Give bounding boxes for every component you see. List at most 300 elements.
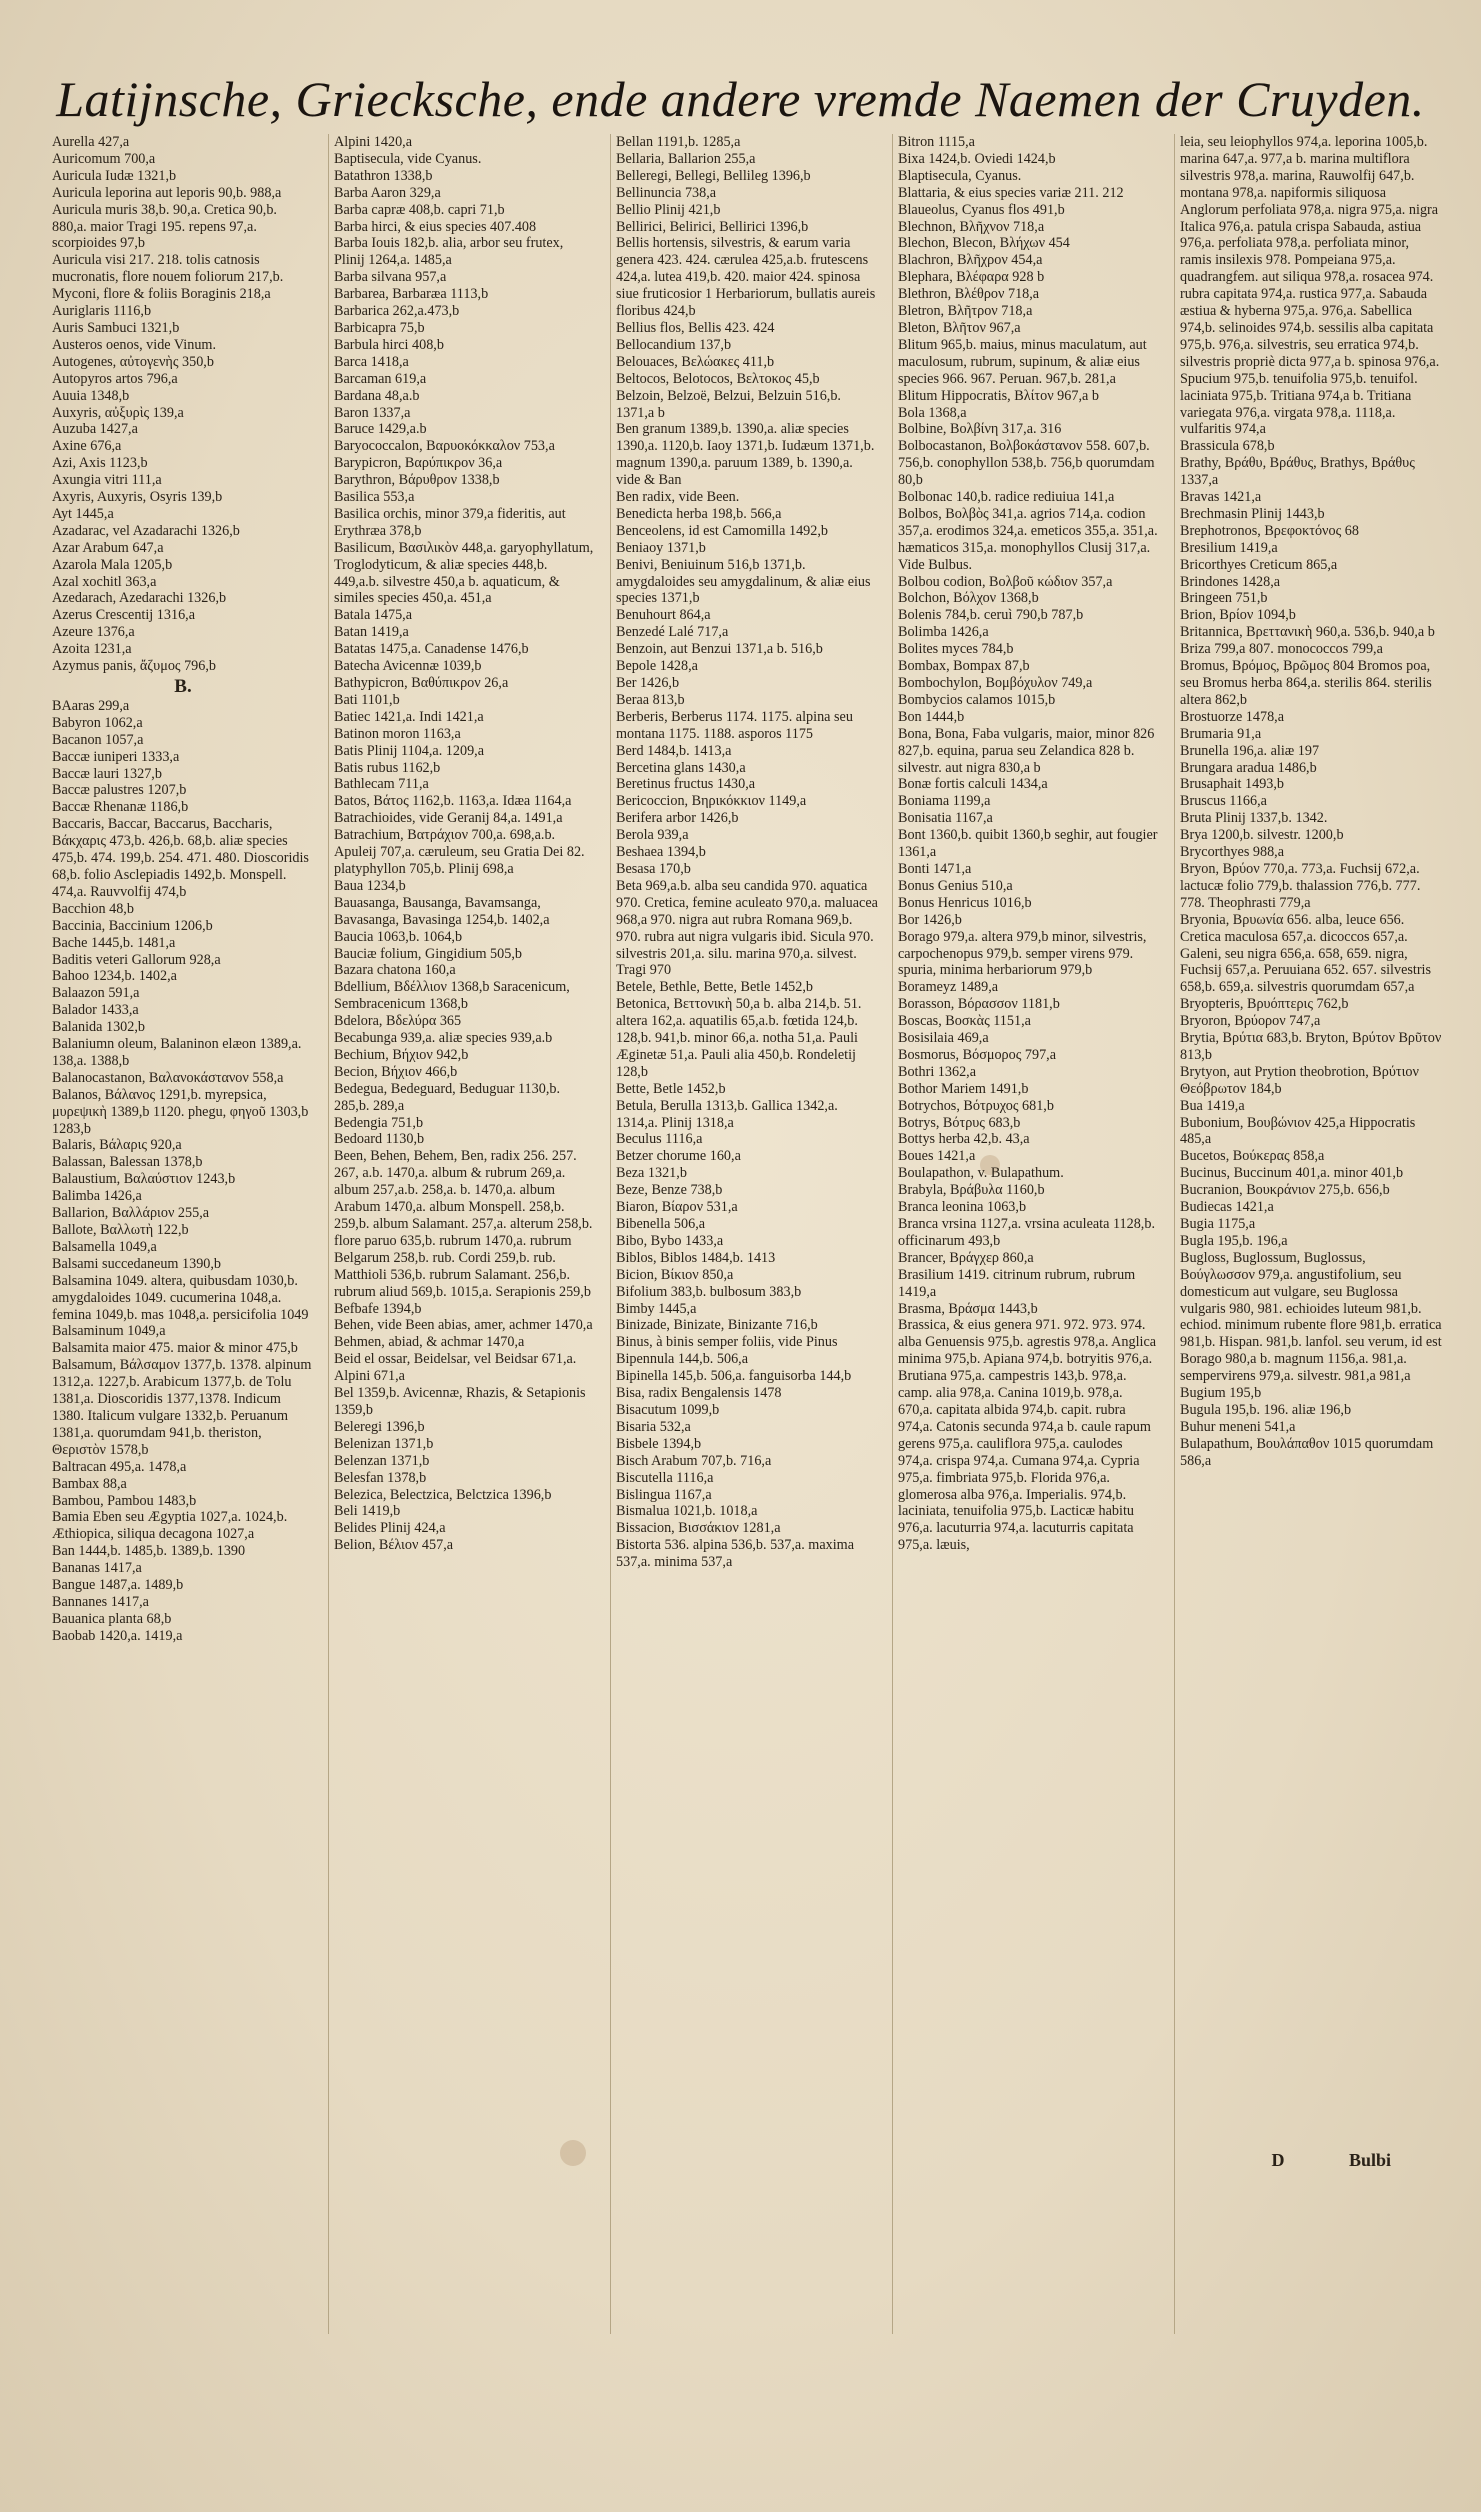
index-entry: Belion, Βέλιον 457,a	[334, 1537, 454, 1554]
index-entry: Botrychos, Βότρυχος 681,b	[898, 1097, 1054, 1114]
index-entry: Brytyon, aut Prytion theobrotion, Βρύτιον Θεόβρωτον 184,b	[1180, 1063, 1419, 1097]
index-entry: Betula, Berulla 1313,b. Gallica 1342,a. 1314,a. Plinij 1318,a	[616, 1097, 838, 1131]
index-entry: Betzer chorume 160,a	[616, 1148, 741, 1165]
index-entry: Barba Aaron 329,a	[334, 184, 441, 201]
index-entry: Bolbocastanon, Βολβοκάστανον 558. 607,b. 756,b. conophyllon 538,b. 756,b quorumdam 80,b	[898, 438, 1155, 489]
index-entry: Blethron, Βλέθρον 718,a	[898, 286, 1040, 303]
index-entry: Brasma, Βράσμα 1443,b	[898, 1300, 1038, 1317]
index-entry: Biaron, Βίαρον 531,a	[616, 1199, 738, 1216]
index-entry: Ben radix, vide Been.	[616, 489, 740, 506]
index-column-5	[1174, 134, 1442, 2334]
index-entry: Bringeen 751,b	[1180, 590, 1268, 607]
index-entry: Batis rubus 1162,b	[334, 759, 441, 776]
index-entry: Barba Iouis 182,b. alia, arbor seu frutex, Plinij 1264,a. 1485,a	[334, 235, 564, 269]
index-entry: Bolites myces 784,b	[898, 641, 1014, 658]
index-entry: Baucia 1063,b. 1064,b	[334, 928, 463, 945]
index-entry: Blechnon, Βλῆχνον 718,a	[898, 218, 1045, 235]
index-entry: Belides Plinij 424,a	[334, 1520, 446, 1537]
index-entry: Brassica, & eius genera 971. 972. 973. 974. alba Genuensis 975,b. agrestis 978,a. Anglica minima 975,b. Apiana 974,b. botryitis 976,a. Brutiana 975,a. campestris 143,b. 978,a. camp. alia 978,a. Canina 1019,b. 978,a. 670,a. capitata albida 974,b. capit. rubra 974,a. Catonis secunda 974,a b. caule rapum gerens 975,a. cauliflora 975,a. caulodes 974,a. crispa 974,a. Cumana 974,a. Cypria 975,a. fimbriata 975,b. Florida 976,a. glomerosa alba 976,a. Imperialis. 974,b. laciniata, tenuifolia 975,b. Lacticæ habitu 976,a. lacuturria 974,a. lacuturris capitata 975,a. læuis,	[898, 1317, 1157, 1554]
index-entry: Beshaea 1394,b	[616, 844, 706, 861]
index-entry: Bona, Bona, Faba vulgaris, maior, minor 826 827,b. equina, parua seu Zelandica 828 b. silvestr. aut nigra 830,a b	[898, 725, 1155, 776]
index-entry: Brycorthyes 988,a	[1180, 844, 1285, 861]
index-entry: Benzedé Lalé 717,a	[616, 624, 729, 641]
index-entry: Bletron, Βλῆτρον 718,a	[898, 303, 1033, 320]
index-entry: Blachron, Βλῆχρον 454,a	[898, 252, 1043, 269]
index-entry: Becabunga 939,a. aliæ species 939,a.b	[334, 1030, 553, 1047]
index-entry: Beza 1321,b	[616, 1165, 687, 1182]
index-entry: Barcaman 619,a	[334, 370, 427, 387]
index-entry: Ayt 1445,a	[52, 505, 114, 522]
index-entry: Batathron 1338,b	[334, 167, 433, 184]
index-entry: Bitron 1115,a	[898, 134, 975, 150]
index-entry: Boues 1421,a	[898, 1148, 976, 1165]
index-entry: Bannanes 1417,a	[52, 1593, 149, 1610]
index-entry: Bryoron, Βρύορον 747,a	[1180, 1013, 1321, 1030]
index-entry: Balanocastanon, Βαλανοκάστανον 558,a	[52, 1069, 284, 1086]
index-entry: Bedengia 751,b	[334, 1114, 424, 1131]
index-entry: Bisbele 1394,b	[616, 1435, 702, 1452]
index-entry: Brya 1200,b. silvestr. 1200,b	[1180, 827, 1344, 844]
index-entry: Bislingua 1167,a	[616, 1486, 712, 1503]
index-entry: Batan 1419,a	[334, 624, 409, 641]
index-entry: Axine 676,a	[52, 438, 122, 455]
index-entry: Bechium, Βήχιον 942,b	[334, 1046, 469, 1063]
index-entry: Bosmorus, Βόσμορος 797,a	[898, 1046, 1057, 1063]
index-entry: Bacanon 1057,a	[52, 731, 144, 748]
index-entry: Bathypicron, Βαθύπικρον 26,a	[334, 675, 509, 691]
index-entry: Baryococcalon, Βαρυοκόκκαλον 753,a	[334, 438, 555, 455]
index-entry: Bdellium, Βδέλλιον 1368,b Saracenicum, Sembracenicum 1368,b	[334, 979, 570, 1013]
index-entry: Balaustium, Βαλαύστιον 1243,b	[52, 1171, 236, 1188]
index-entry: Brungara aradua 1486,b	[1180, 759, 1317, 776]
index-entry: Bolbonac 140,b. radice rediuiua 141,a	[898, 489, 1115, 506]
index-entry: Beleregi 1396,b	[334, 1418, 425, 1435]
index-entry: Buhur meneni 541,a	[1180, 1418, 1296, 1435]
index-entry: Blechon, Blecon, Βλήχων 454	[898, 235, 1070, 252]
index-entry: Bicion, Βίκιον 850,a	[616, 1266, 734, 1283]
index-entry: Bathlecam 711,a	[334, 776, 429, 793]
index-entry: Bipinella 145,b. 506,a. fanguisorba 144,b	[616, 1368, 852, 1385]
index-entry: Bedegua, Bedeguard, Beduguar 1130,b. 285,b. 289,a	[334, 1080, 561, 1114]
index-entry: Auricula leporina aut leporis 90,b. 988,a	[52, 184, 282, 201]
index-entry: Ballarion, Βαλλάριον 255,a	[52, 1205, 210, 1222]
index-entry: Batatas 1475,a. Canadense 1476,b	[334, 641, 529, 658]
index-entry: Bolbou codion, Βολβοῦ κώδιον 357,a	[898, 573, 1113, 590]
index-entry: Basilicum, Βασιλικὸν 448,a. garyophyllatum, Troglodyticum, & aliæ species 448,b. 449,a.b. silvestre 450,a b. aquaticum, & similes species 450,a. 451,a	[334, 539, 594, 607]
index-entry: Bauasanga, Bausanga, Bavamsanga, Bavasanga, Bavasinga 1254,b. 1402,a	[334, 894, 550, 928]
index-entry: Bresilium 1419,a	[1180, 539, 1278, 556]
index-entry: Blaueolus, Cyanus flos 491,b	[898, 201, 1065, 218]
signature-mark: D	[1271, 2150, 1285, 2170]
index-entry: Axyris, Auxyris, Osyris 139,b	[52, 489, 223, 506]
index-entry: BAaras 299,a	[52, 697, 130, 714]
section-letter-b: B.	[174, 676, 192, 697]
index-entry: Azerus Crescentij 1316,a	[52, 607, 196, 624]
index-entry: Bedoard 1130,b	[334, 1131, 425, 1148]
index-entry: Autogenes, αὐτογενὴς 350,b	[52, 353, 214, 370]
index-entry: Beltocos, Belotocos, Βελτοκος 45,b	[616, 370, 820, 387]
index-entry: Bonus Genius 510,a	[898, 877, 1013, 894]
index-entry: Belzoin, Belzoë, Belzui, Belzuin 516,b. 1371,a b	[616, 387, 841, 421]
index-entry: Brion, Βρίον 1094,b	[1180, 607, 1296, 624]
index-entry: Bipennula 144,b. 506,a	[616, 1351, 749, 1368]
index-entry: Benedicta herba 198,b. 566,a	[616, 505, 782, 522]
index-entry: Bolbos, Βολβὸς 341,a. agrios 714,a. codion 357,a. erodimos 324,a. emeticos 355,a. 351,a. hæmaticos 315,a. monophyllos Clusij 317,a. Vide Bulbus.	[898, 505, 1158, 573]
index-entry: Bryon, Βρύον 770,a. 773,a. Fuchsij 672,a. lactucæ folio 779,b. thalassion 776,b. 777. 778. Theophrasti 779,a	[1180, 860, 1421, 911]
index-entry: Auricula muris 38,b. 90,a. Cretica 90,b. 880,a. maior Tragi 195. repens 97,a. scorpioides 97,b	[52, 201, 277, 252]
index-entry: Auuia 1348,b	[52, 387, 130, 404]
index-entry: Bont 1360,b. quibit 1360,b seghir, aut fougier 1361,a	[898, 827, 1158, 861]
index-entry: Bibo, Bybo 1433,a	[616, 1232, 724, 1249]
index-entry: Balaniumn oleum, Balaninon elæon 1389,a. 138,a. 1388,b	[52, 1036, 302, 1069]
index-entry: Bixa 1424,b. Oviedi 1424,b	[898, 150, 1056, 167]
index-entry: Batala 1475,a	[334, 607, 413, 624]
index-entry: Boscas, Βοσκὰς 1151,a	[898, 1013, 1031, 1030]
index-entry: Bericoccion, Βηρικόκκιον 1149,a	[616, 793, 807, 810]
index-entry: Baccaris, Baccar, Baccarus, Baccharis, Βάκχαρις 473,b. 426,b. 68,b. aliæ species 475,b. 474. 199,b. 254. 471. 480. Dioscoridis 68,b. folio Asclepiadis 1492,b. Monspell. 474,a. Rauvvolfij 474,b	[52, 816, 309, 900]
index-entry: Bothri 1362,a	[898, 1063, 977, 1080]
page-title: Latijnsche, Griecksche, ende andere vremde Naemen der Cruyden.	[56, 71, 1425, 127]
index-entry: Berberis, Berberus 1174. 1175. alpina seu montana 1175. 1188. asporos 1175	[616, 708, 853, 742]
index-entry: Bolimba 1426,a	[898, 624, 989, 641]
index-entry: Bambax 88,a	[52, 1475, 127, 1492]
index-entry: Bosisilaia 469,a	[898, 1030, 989, 1047]
index-entry: Balaris, Βάλαρις 920,a	[52, 1137, 182, 1154]
index-entry: Blattaria, & eius species variæ 211. 212	[898, 184, 1124, 201]
index-entry: Benceolens, id est Camomilla 1492,b	[616, 522, 828, 539]
index-entry: Bucinus, Buccinum 401,a. minor 401,b	[1180, 1165, 1404, 1182]
index-entry: Baron 1337,a	[334, 404, 411, 421]
index-entry: Bubonium, Βουβώνιον 425,a Hippocratis 485,a	[1180, 1114, 1416, 1148]
index-entry: Azeure 1376,a	[52, 624, 135, 641]
index-entry: Bleton, Βλῆτον 967,a	[898, 319, 1021, 336]
index-entry: Bromus, Βρόμος, Βρῶμος 804 Bromos poa, seu Bromus herba 864,a. sterilis 864. sterilis altera 862,b	[1180, 658, 1432, 708]
index-entry: Bruscus 1166,a	[1180, 793, 1267, 810]
index-entry: Barba hirci, & eius species 407.408	[334, 218, 537, 235]
index-entry: Bor 1426,b	[898, 911, 962, 928]
index-entry: Befbafe 1394,b	[334, 1300, 422, 1317]
index-entry: Borameyz 1489,a	[898, 979, 999, 996]
index-entry: Borasson, Βόρασσον 1181,b	[898, 996, 1060, 1013]
index-entry: Botrys, Βότρυς 683,b	[898, 1114, 1021, 1131]
index-entry: Bonti 1471,a	[898, 860, 972, 877]
index-entry: Bolchon, Βόλχον 1368,b	[898, 590, 1039, 607]
index-entry: Balsamum, Βάλσαμον 1377,b. 1378. alpinum 1312,a. 1227,b. Arabicum 1377,b. de Tolu 1381,a. Dioscoridis 1377,1378. Indicum 1380. Italicum vulgare 1332,b. Peruanum 1381,a. quorumdam 941,b. theriston, Θεριστὸν 1578,b	[52, 1357, 312, 1458]
index-entry: Bugia 1175,a	[1180, 1216, 1256, 1232]
index-entry: Balanos, Βάλανος 1291,b. myrepsica, μυρεψικὴ 1389,b 1120. phegu, φηγοῦ 1303,b 1283,b	[52, 1086, 309, 1137]
index-entry: Beniaoy 1371,b	[616, 539, 706, 556]
index-entry: Axungia vitri 111,a	[52, 472, 162, 489]
index-entry: Biscutella 1116,a	[616, 1469, 714, 1486]
index-entry: Bananas 1417,a	[52, 1560, 142, 1577]
index-entry: Barbarea, Barbaræa 1113,b	[334, 286, 489, 303]
index-entry: Bellan 1191,b. 1285,a	[616, 134, 741, 150]
index-entry: Beze, Benze 738,b	[616, 1182, 723, 1199]
index-entry: Benzoin, aut Benzui 1371,a b. 516,b	[616, 641, 823, 658]
index-entry: Baccæ palustres 1207,b	[52, 782, 187, 799]
index-entry: Baccinia, Baccinium 1206,b	[52, 917, 213, 934]
index-entry: Belenizan 1371,b	[334, 1435, 434, 1452]
index-entry: Batecha Avicennæ 1039,b	[334, 658, 482, 675]
index-entry: Blaptisecula, Cyanus.	[898, 167, 1022, 184]
index-entry: Bissacion, Βισσάκιον 1281,a	[616, 1520, 781, 1537]
index-entry: Bolbine, Βολβίνη 317,a. 316	[898, 421, 1062, 438]
index-entry: Azymus panis, ἄζυμος 796,b	[52, 658, 216, 675]
index-entry: Brumaria 91,a	[1180, 725, 1262, 742]
index-entry: Bisa, radix Bengalensis 1478	[616, 1385, 782, 1402]
index-entry: Betonica, Βεττονικὴ 50,a b. alba 214,b. 51. altera 162,a. aquatilis 65,a.b. fœtida 124,b. 128,b. 941,b. minor 66,a. notha 51,a. Pauli Æginetæ 51,a. Pauli alia 450,b. Rondeletij 128,b	[616, 996, 862, 1080]
index-entry: Beli 1419,b	[334, 1503, 401, 1520]
index-entry: Bellis hortensis, silvestris, & earum varia genera 423. 424. cærulea 425,a.b. frutescens 424,a. lutea 419,b. 420. maior 424. spinosa siue fruticosior 1 Herbariorum, bullatis aureis floribus 424,b	[616, 235, 876, 320]
index-entry: Austeros oenos, vide Vinum.	[52, 336, 217, 353]
index-entry: Ben granum 1389,b. 1390,a. aliæ species 1390,a. 1120,b. Iaoy 1371,b. Iudæum 1371,b. magnum 1390,a. paruum 1389, b. 1390,a. vide & Ban	[616, 421, 875, 489]
index-entry: Besasa 170,b	[616, 860, 691, 877]
index-entry: Bacchion 48,b	[52, 900, 134, 917]
index-entry: Bauciæ folium, Gingidium 505,b	[334, 945, 522, 962]
index-entry: Bonisatia 1167,a	[898, 810, 993, 827]
index-column-4	[892, 134, 1160, 2334]
index-entry: Branca vrsina 1127,a. vrsina aculeata 1128,b. officinarum 493,b	[898, 1216, 1155, 1249]
index-entry: Brathy, Βράθυ, Βράθυς, Brathys, Βράθυς 1337,a	[1180, 455, 1415, 489]
index-entry: Balsamella 1049,a	[52, 1238, 157, 1255]
index-entry: Auxyris, αὐξυρὶς 139,a	[52, 404, 184, 421]
index-entry: Bryonia, Βρυωνία 656. alba, leuce 656. Cretica maculosa 657,a. dicoccos 657,a. Galeni, seu nigra 656,a. 658, 659. nigra, Fuchsij 657,a. Peruuiana 652. 657. silvestris 658,b. 659,a. silvestris quorumdam 657,a	[1180, 911, 1432, 996]
index-entry: Batinon moron 1163,a	[334, 725, 461, 742]
index-entry: leia, seu leiophyllos 974,a. leporina 1005,b. marina 647,a. 977,a b. marina multiflora silvestris 978,a. marina, Rauwolfij 647,b. montana 978,a. napiformis siliquosa Anglorum perfoliata 978,a. nigra 975,a. nigra Italica 976,a. patula crispa Sabauda, astiua 976,a. perfoliata 978,a. perfoliata minor, ramis insilexis 978. Pompeiana 975,a. quadrangfem. aut siliqua 978,a. rosacea 974. rubra capitata 974,a. rustica 977,a. Sabauda æstiua & hyberna 975,a. 976,a. Sabellica 974,b. selinoides 974,b. sessilis alba capitata 975,b. 976,a. silvestris, seu erratica 974,b. silvestris propriè dicta 977,a b. spinosa 976,a. Spucium 975,b. tenuifolia 975,b. tenuifol. laciniata 975,b. Tritiana 974,a b. Tritiana variegata 976,a. virgata 978,a. 1118,a. vulfaritis 974,a	[1180, 134, 1440, 438]
index-entry: Azi, Axis 1123,b	[52, 455, 148, 472]
index-entry: Balsamita maior 475. maior & minor 475,b	[52, 1340, 298, 1357]
index-entry: Azoita 1231,a	[52, 641, 132, 658]
index-entry: Azarola Mala 1205,b	[52, 556, 173, 573]
index-entry: Belouaces, Βελώακες 411,b	[616, 353, 775, 370]
index-entry: Babyron 1062,a	[52, 714, 143, 731]
index-entry: Baccæ Rhenanæ 1186,b	[52, 799, 189, 816]
index-entry: Brytia, Βρύτια 683,b. Bryton, Βρύτον Βρῦτον 813,b	[1180, 1030, 1442, 1063]
catchword: Bulbi	[1348, 2150, 1391, 2170]
index-entry: Blitum Hippocratis, Βλίτον 967,a b	[898, 387, 1099, 404]
index-entry: Bola 1368,a	[898, 404, 967, 421]
index-entry: Bellocandium 137,b	[616, 336, 732, 353]
index-column-3	[610, 134, 878, 2334]
index-entry: Belenzan 1371,b	[334, 1452, 430, 1469]
index-entry: Bonæ fortis calculi 1434,a	[898, 776, 1048, 793]
index-entry: Bombycios calamos 1015,b	[898, 691, 1056, 708]
index-entry: Azar Arabum 647,a	[52, 539, 164, 556]
index-entry: Bisch Arabum 707,b. 716,a	[616, 1452, 772, 1469]
index-entry: Barbarica 262,a.473,b	[334, 303, 460, 320]
index-entry: Bimby 1445,a	[616, 1300, 697, 1317]
index-entry: Bette, Betle 1452,b	[616, 1080, 726, 1097]
index-entry: Aurella 427,a	[52, 134, 130, 150]
index-entry: Bon 1444,b	[898, 708, 965, 725]
index-entry: Beraa 813,b	[616, 691, 685, 708]
index-entry: Bellinuncia 738,a	[616, 184, 717, 201]
index-entry: Basilica 553,a	[334, 489, 415, 506]
index-entry: Balassan, Balessan 1378,b	[52, 1154, 203, 1171]
index-entry: Bugla 195,b. 196,a	[1180, 1232, 1288, 1249]
index-entry: Belezica, Belectzica, Belctzica 1396,b	[334, 1486, 552, 1503]
index-entry: Barythron, Βάρυθρον 1338,b	[334, 472, 500, 489]
index-entry: Boniama 1199,a	[898, 793, 991, 810]
index-entry: Beta 969,a.b. alba seu candida 970. aquatica 970. Cretica, femine aculeato 970,a. maluacea 968,a 970. nigra aut rubra Romana 969,b. 970. rubra aut nigra vulgaris ibid. Sicula 970. silvestris 201,a. silu. marina 970,a. silvest. Tragi 970	[616, 877, 878, 979]
index-column-1	[52, 134, 314, 2334]
index-entry: Brabyla, Βράβυλα 1160,b	[898, 1182, 1045, 1199]
index-entry: Bati 1101,b	[334, 691, 400, 708]
index-entry: Bricorthyes Creticum 865,a	[1180, 556, 1338, 573]
index-entry: Baptisecula, vide Cyanus.	[334, 150, 482, 167]
index-entry: Bel 1359,b. Avicennæ, Rhazis, & Setapionis 1359,b	[334, 1385, 586, 1418]
index-entry: Baccæ lauri 1327,b	[52, 765, 162, 782]
index-entry: Barbula hirci 408,b	[334, 336, 444, 353]
index-entry: Bauanica planta 68,b	[52, 1610, 172, 1627]
index-entry: Berola 939,a	[616, 827, 689, 844]
index-entry: Bombochylon, Βομβόχυλον 749,a	[898, 675, 1093, 691]
index-entry: Bache 1445,b. 1481,a	[52, 934, 176, 951]
index-entry: Berd 1484,b. 1413,a	[616, 742, 732, 759]
index-entry: Balaazon 591,a	[52, 985, 140, 1002]
index-entry: Branca leonina 1063,b	[898, 1199, 1027, 1216]
index-entry: Bellaria, Ballarion 255,a	[616, 150, 756, 167]
index-entry: Bryopteris, Βρυόπτερις 762,b	[1180, 996, 1349, 1013]
index-entry: Bdelora, Βδελύρα 365	[334, 1013, 462, 1030]
index-entry: Batis Plinij 1104,a. 1209,a	[334, 742, 485, 759]
index-entry: Bifolium 383,b. bulbosum 383,b	[616, 1283, 802, 1300]
index-entry: Ban 1444,b. 1485,b. 1389,b. 1390	[52, 1543, 246, 1560]
index-entry: Behen, vide Been abias, amer, achmer 1470,a	[334, 1317, 593, 1334]
index-entry: Batrachium, Βατράχιον 700,a. 698,a.b. Apuleij 707,a. cæruleum, seu Gratia Dei 82. platyphyllon 705,b. Plinij 698,a	[334, 827, 585, 877]
index-entry: Bisacutum 1099,b	[616, 1401, 720, 1418]
index-entry: Bepole 1428,a	[616, 658, 698, 675]
index-entry: Barbicapra 75,b	[334, 319, 425, 336]
index-entry: Boulapathon, v. Bulapathum.	[898, 1165, 1064, 1182]
index-entry: Bonus Henricus 1016,b	[898, 894, 1032, 911]
index-columns	[52, 134, 1442, 2334]
index-entry: Auzuba 1427,a	[52, 421, 138, 438]
index-entry: Auricula Iudæ 1321,b	[52, 167, 177, 184]
index-entry: Bolenis 784,b. ceruì 790,b 787,b	[898, 607, 1084, 624]
index-entry: Bahoo 1234,b. 1402,a	[52, 968, 177, 985]
index-entry: Bua 1419,a	[1180, 1097, 1245, 1114]
index-entry: Brassicula 678,b	[1180, 438, 1275, 455]
index-entry: Becion, Βήχιον 466,b	[334, 1063, 458, 1080]
index-entry: Barca 1418,a	[334, 353, 409, 370]
index-entry: Blephara, Βλέφαρα 928 b	[898, 269, 1045, 286]
index-entry: Biblos, Biblos 1484,b. 1413	[616, 1249, 776, 1266]
index-entry: Bangue 1487,a. 1489,b	[52, 1577, 184, 1594]
index-entry: Bazara chatona 160,a	[334, 962, 456, 979]
index-entry: Brancer, Βράγχερ 860,a	[898, 1249, 1034, 1266]
index-entry: Briza 799,a 807. monococcos 799,a	[1180, 641, 1383, 658]
index-entry: Budiecas 1421,a	[1180, 1199, 1274, 1216]
index-entry: Batos, Βάτος 1162,b. 1163,a. Idæa 1164,a	[334, 793, 572, 810]
index-entry: Beid el ossar, Beidelsar, vel Beidsar 671,a. Alpini 671,a	[334, 1351, 577, 1385]
index-entry: Bellius flos, Bellis 423. 424	[616, 319, 775, 336]
index-entry: Balador 1433,a	[52, 1002, 139, 1019]
index-entry: Auriglaris 1116,b	[52, 303, 152, 320]
index-entry: Baobab 1420,a. 1419,a	[52, 1627, 183, 1644]
index-entry: Bardana 48,a.b	[334, 387, 420, 404]
index-entry: Bercetina glans 1430,a	[616, 759, 746, 776]
index-entry: Autopyros artos 796,a	[52, 370, 178, 387]
index-entry: Bellio Plinij 421,b	[616, 201, 721, 218]
index-entry: Belleregi, Bellegi, Bellileg 1396,b	[616, 167, 811, 184]
index-entry: Barypicron, Βαρύπικρον 36,a	[334, 455, 503, 472]
index-entry: Berifera arbor 1426,b	[616, 810, 739, 827]
index-entry: Balanida 1302,b	[52, 1019, 145, 1036]
index-entry: Auricomum 700,a	[52, 150, 156, 167]
index-entry: Borago 979,a. altera 979,b minor, silvestris, carpochenopus 979,b. semper virens 979. spuria, minima herbariorum 979,b	[898, 928, 1147, 979]
index-entry: Bismalua 1021,b. 1018,a	[616, 1503, 758, 1520]
index-entry: Batiec 1421,a. Indi 1421,a	[334, 708, 484, 725]
index-entry: Balsamina 1049. altera, quibusdam 1030,b. amygdaloides 1049. cucumerina 1048,a. femina 1049,b. mas 1048,a. persicifolia 1049	[52, 1272, 309, 1323]
index-entry: Bibenella 506,a	[616, 1216, 706, 1232]
index-column-2	[328, 134, 596, 2334]
index-entry: Brephotronos, Βρεφοκτόνος 68	[1180, 522, 1359, 539]
index-entry: Bisaria 532,a	[616, 1418, 691, 1435]
index-entry: Bugula 195,b. 196. aliæ 196,b	[1180, 1401, 1352, 1418]
index-entry: Basilica orchis, minor 379,a fideritis, aut Erythræa 378,b	[334, 505, 566, 539]
index-entry: Balsaminum 1049,a	[52, 1323, 166, 1340]
index-entry: Baua 1234,b	[334, 877, 406, 894]
index-entry: Belesfan 1378,b	[334, 1469, 427, 1486]
index-entry: Been, Behen, Behem, Ben, radix 256. 257. 267, a.b. 1470,a. album & rubrum 269,a. album 257,a.b. 258,a. b. 1470,a. album Arabum 1470,a. album Monspell. 258,b. 259,b. album Salamant. 257,a. alterum 258,b. flore paruo 635,b. rubrum 1470,a. rubrum Belgarum 258,b. rub. Cordi 259,b. rub. Matthioli 536,b. rubrum Salamant. 256,b. rubrum aliud 569,b. 1015,a. Serapionis 259,b	[334, 1148, 593, 1300]
index-entry: Balsami succedaneum 1390,b	[52, 1255, 222, 1272]
index-entry: Bulapathum, Βουλάπαθον 1015 quorumdam 586,a	[1180, 1435, 1434, 1469]
index-entry: Barba capræ 408,b. capri 71,b	[334, 201, 505, 218]
index-entry: Azal xochitl 363,a	[52, 573, 157, 590]
index-entry: Baruce 1429,a.b	[334, 421, 427, 438]
index-entry: Auris Sambuci 1321,b	[52, 319, 180, 336]
index-entry: Bottys herba 42,b. 43,a	[898, 1131, 1030, 1148]
index-entry: Bruta Plinij 1337,b. 1342.	[1180, 810, 1328, 827]
page-footer	[1211, 2150, 1391, 2171]
index-entry: Behmen, abiad, & achmar 1470,a	[334, 1334, 525, 1351]
index-entry: Brostuorze 1478,a	[1180, 708, 1285, 725]
index-entry: Binizade, Binizate, Binizante 716,b	[616, 1317, 818, 1334]
index-entry: Beculus 1116,a	[616, 1131, 703, 1148]
index-entry: Ber 1426,b	[616, 675, 680, 691]
index-entry: Britannica, Βρεττανικὴ 960,a. 536,b. 940,a b	[1180, 624, 1435, 641]
index-entry: Betele, Bethle, Bette, Betle 1452,b	[616, 979, 813, 996]
index-entry: Brindones 1428,a	[1180, 573, 1281, 590]
index-entry: Bucetos, Βούκερας 858,a	[1180, 1148, 1325, 1165]
index-entry: Bugium 195,b	[1180, 1385, 1262, 1402]
index-entry: Beretinus fructus 1430,a	[616, 776, 756, 793]
index-entry: Brusaphait 1493,b	[1180, 776, 1285, 793]
index-entry: Auricula visi 217. 218. tolis catnosis mucronatis, flore nouem foliorum 217,b. Myconi, flore & foliis Boraginis 218,a	[52, 252, 284, 303]
index-entry: Binus, à binis semper foliis, vide Pinus	[616, 1334, 838, 1351]
index-entry: Bistorta 536. alpina 536,b. 537,a. maxima 537,a. minima 537,a	[616, 1537, 854, 1571]
index-entry: Brunella 196,a. aliæ 197	[1180, 742, 1320, 759]
index-entry: Bellirici, Belirici, Bellirici 1396,b	[616, 218, 809, 235]
index-entry: Brechmasin Plinij 1443,b	[1180, 505, 1325, 522]
index-entry: Baccæ iuniperi 1333,a	[52, 748, 180, 765]
index-entry: Blitum 965,b. maius, minus maculatum, aut maculosum, rubrum, supinum, & aliæ eius species 966. 967. Peruan. 967,b. 281,a	[898, 336, 1147, 387]
index-entry: Barba silvana 957,a	[334, 269, 447, 286]
index-entry: Bothor Mariem 1491,b	[898, 1080, 1029, 1097]
index-entry: Brasilium 1419. citrinum rubrum, rubrum 1419,a	[898, 1266, 1136, 1300]
index-entry: Ballote, Βαλλωτὴ 122,b	[52, 1222, 189, 1238]
index-entry: Batrachioides, vide Geranij 84,a. 1491,a	[334, 810, 563, 827]
index-entry: Azadarac, vel Azadarachi 1326,b	[52, 522, 240, 539]
index-entry: Balimba 1426,a	[52, 1188, 142, 1205]
index-entry: Bucranion, Βουκράνιον 275,b. 656,b	[1180, 1182, 1390, 1199]
index-entry: Alpini 1420,a	[334, 134, 413, 150]
index-entry: Benivi, Beniuinum 516,b 1371,b. amygdaloides seu amygdalinum, & aliæ eius species 1371,b	[616, 556, 871, 607]
index-entry: Bombax, Bompax 87,b	[898, 658, 1030, 675]
index-entry: Bugloss, Buglossum, Buglossus, Βούγλωσσον 979,a. angustifolium, seu domesticum aut vulgare, seu Buglossa vulgaris 980, 981. echioides luteum 981,b. echiod. minimum rubente flore 981,b. erratica 981,b. Hispan. 981,b. lanfol. seu verum, id est Borago 980,a b. magnum 1156,a. 981,a. sempervirens 979,a. silvestr. 981,a 981,a	[1180, 1249, 1442, 1385]
index-entry: Baltracan 495,a. 1478,a	[52, 1458, 187, 1475]
